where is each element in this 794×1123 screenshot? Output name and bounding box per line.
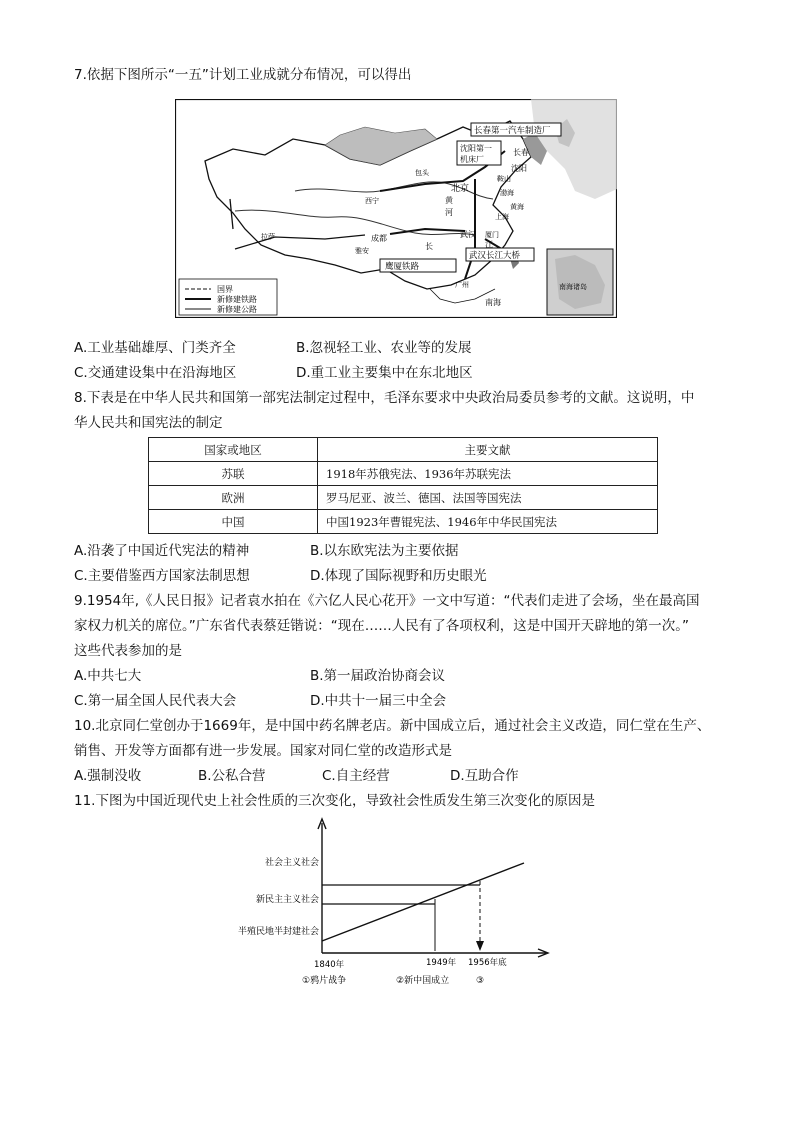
map-label-shanghai: 上海 (495, 213, 509, 221)
map-label-changchun-factory: 长春第一汽车制造厂 (474, 126, 551, 136)
q9-stem-line1: 9.1954年,《人民日报》记者袁水拍在《六亿人民心花开》一文中写道：“代表们走进了会场，坐在最高国 (74, 593, 700, 609)
q10-stem-line2: 销售、开发等方面都有进一步发展。国家对同仁堂的改造形式是 (74, 743, 452, 759)
map-label-anshan: 鞍山 (497, 175, 511, 183)
map-label-wuhan-bridge: 武汉长江大桥 (469, 251, 521, 261)
map-label-chengdu: 成都 (371, 234, 387, 243)
table-cell: 中国 (149, 510, 318, 534)
table-header-row (149, 438, 658, 462)
map-label-river-chang: 长 (425, 242, 433, 251)
q9-stem-line2: 家权力机关的席位。”广东省代表蔡廷锴说：“现在……人民有了各项权利，这是中国开天辟地的第一次。” (74, 618, 689, 634)
table-row (149, 462, 658, 486)
event-label: ①鸦片战争 (302, 976, 347, 986)
q10-option-d: D.互助合作 (450, 768, 519, 784)
industry-map (175, 99, 617, 318)
map-label-huanghai: 黄海 (510, 203, 524, 211)
q10-stem-line1: 10.北京同仁堂创办于1669年，是中国中药名牌老店。新中国成立后，通过社会主义改造，同仁堂在生产、 (74, 718, 711, 734)
q7-option-b: B.忽视轻工业、农业等的发展 (296, 340, 472, 356)
society-stage-graph (230, 815, 560, 995)
legend-border-label: 国界 (217, 285, 233, 294)
event-label: ③ (476, 976, 485, 986)
q7-stem: 7.依据下图所示“一五”计划工业成就分布情况，可以得出 (74, 67, 412, 83)
legend-highway-label: 新修建公路 (217, 305, 257, 314)
map-label-yaan: 雅安 (355, 247, 369, 255)
map-label-shenyang: 沈阳 (511, 164, 527, 173)
table-cell: 苏联 (149, 462, 318, 486)
map-label-xiamen: 厦门 (485, 231, 499, 239)
map-label-changchun: 长春 (513, 148, 529, 157)
map-label-yingxia: 鹰厦铁路 (385, 262, 420, 272)
map-label-south-sea: 南海 (485, 298, 501, 307)
table-header: 主要文献 (318, 438, 658, 462)
legend-railway-label: 新修建铁路 (217, 295, 257, 304)
q9-option-d: D.中共十一届三中全会 (310, 693, 447, 709)
map-label-wuhan: 武汉 (460, 230, 476, 239)
map-label-shenyang-factory-1: 沈阳第一 (460, 144, 492, 153)
q9-option-c: C.第一届全国人民代表大会 (74, 693, 237, 709)
q8-option-c: C.主要借鉴西方国家法制思想 (74, 568, 250, 584)
q10-option-c: C.自主经营 (322, 768, 390, 784)
q9-option-b: B.第一届政治协商会议 (310, 668, 446, 684)
constitution-table (148, 437, 658, 534)
q9-stem-line3: 这些代表参加的是 (74, 643, 182, 659)
table-cell: 1918年苏俄宪法、1936年苏联宪法 (318, 462, 658, 486)
y-level-label: 新民主主义社会 (255, 895, 319, 905)
event-label: ②新中国成立 (396, 976, 450, 986)
map-label-river-jiang: 江 (485, 240, 493, 249)
q8-stem-line1: 8.下表是在中华人民共和国第一部宪法制定过程中，毛泽东要求中央政治局委员参考的文献。这说明，中 (74, 390, 695, 406)
q11-stem: 11.下图为中国近现代史上社会性质的三次变化，导致社会性质发生第三次变化的原因是 (74, 793, 595, 809)
table-row (149, 510, 658, 534)
map-label-lhasa: 拉萨 (261, 233, 275, 241)
y-level-label: 半殖民地半封建社会 (237, 927, 319, 937)
q8-option-d: D.体现了国际视野和历史眼光 (310, 568, 487, 584)
y-level-label: 社会主义社会 (264, 858, 319, 868)
map-label-baotou: 包头 (415, 169, 429, 177)
table-cell: 中国1923年曹锟宪法、1946年中华民国宪法 (318, 510, 658, 534)
q8-option-a: A.沿袭了中国近代宪法的精神 (74, 543, 250, 559)
q8-stem-line2: 华人民共和国宪法的制定 (74, 415, 223, 431)
map-label-guangzhou: 广州 (455, 281, 469, 289)
table-cell: 欧洲 (149, 486, 318, 510)
x-tick-label: 1949年 (426, 958, 457, 968)
table-row (149, 486, 658, 510)
map-label-xining: 西宁 (365, 197, 379, 205)
map-label-south-sea-islands: 南海诸岛 (559, 283, 587, 291)
map-label-beijing: 北京 (451, 184, 470, 194)
map-label-shenyang-factory-2: 机床厂 (460, 155, 484, 164)
q7-option-c: C.交通建设集中在沿海地区 (74, 365, 237, 381)
progress-line (322, 863, 524, 941)
q9-option-a: A.中共七大 (74, 668, 142, 684)
q8-option-b: B.以东欧宪法为主要依据 (310, 543, 459, 559)
q7-option-d: D.重工业主要集中在东北地区 (296, 365, 473, 381)
table-cell: 罗马尼亚、波兰、德国、法国等国宪法 (318, 486, 658, 510)
q7-option-a: A.工业基础雄厚、门类齐全 (74, 340, 236, 356)
q10-option-b: B.公私合营 (198, 768, 266, 784)
map-label-river-huang: 黄 (445, 196, 453, 205)
map-label-bohai: 渤海 (500, 189, 514, 197)
x-tick-label: 1840年 (314, 960, 345, 970)
x-tick-label: 1956年底 (468, 958, 507, 968)
map-label-river-he: 河 (445, 208, 453, 217)
q10-option-a: A.强制没收 (74, 768, 142, 784)
table-header: 国家或地区 (149, 438, 318, 462)
